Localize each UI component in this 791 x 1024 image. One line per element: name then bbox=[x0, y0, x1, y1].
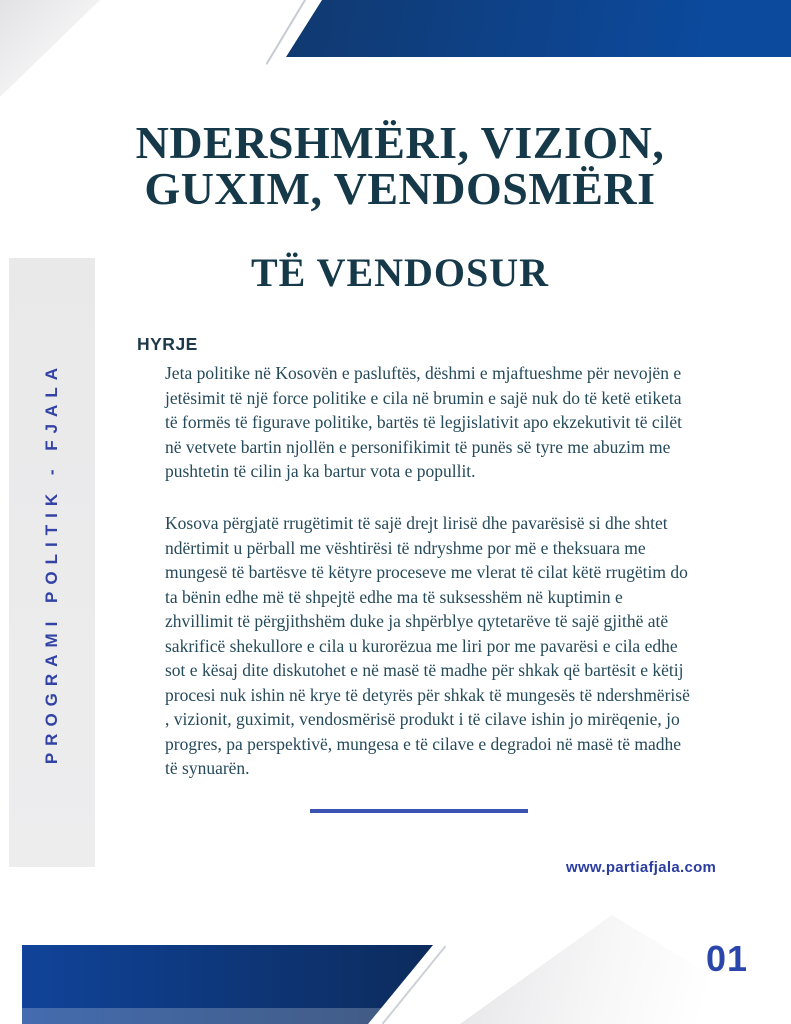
top-blue-band bbox=[0, 0, 791, 58]
bottom-left-blue-band bbox=[22, 945, 442, 1024]
intro-paragraph-2: Kosova përgjatë rrugëtimit të sajë drejt lirisë dhe pavarësisë si dhe shtet ndërtimit u përball me vështirësi të ndryshme por më e theksuara me mungesë të bartësve të këtyre proceseve me vlerat të cilat këtë rrugëtim do ta bënin edhe më të shpejtë edhe ma të suksesshëm në kuptimin e zhvillimit të përgjithshëm duke ja shpërblye qytetarëve të sajë gjithë atë sakrificë shekullore e cila u kurorëzua me liri por me pavarësi e cila edhe sot e kësaj dite diskutohet e në masë të madhe për shkak që bartësit e këtij procesi nuk ishin në krye të detyrës për shkak të mungesës të ndershmërisë , vizionit, guximit, vendosmërisë produkt i të cilave ishin jo mirëqenie, jo progres, pa perspektivë, mungesa e të cilave e degradoi në masë të madhe të synuarën. bbox=[165, 513, 690, 778]
page-title bbox=[40, 117, 760, 214]
title-block bbox=[40, 117, 760, 295]
top-left-gray-triangle bbox=[0, 0, 110, 108]
page-number: 01 bbox=[706, 938, 749, 979]
bottom-band-light-strip bbox=[22, 1008, 442, 1024]
section-heading-hyrje: HYRJE bbox=[137, 334, 198, 354]
page-title-line2: GUXIM, VENDOSMËRI bbox=[144, 163, 656, 214]
page-title-line1: NDERSHMËRI, VIZION, bbox=[135, 117, 665, 168]
intro-paragraph-1: Jeta politike në Kosovën e pasluftës, dëshmi e mjaftueshme për nevojën e jetësimit të një force politike e cila në brumin e sajë nuk do të ketë etiketa të formës të figurave politike, bartës të legjislativit apo ekzekutivit të cilët në vetvete bartin njollën e personifikimit të punës së tyre me abuzim me pushtetin të cilin ja ka bartur vota e popullit. bbox=[165, 363, 683, 481]
sidebar-strip bbox=[9, 258, 95, 867]
website-link[interactable]: www.partiafjala.com bbox=[566, 859, 717, 876]
sidebar-vertical-label: PROGRAMI POLITIK - FJALA bbox=[42, 360, 61, 765]
blue-divider-line bbox=[310, 809, 528, 813]
page-subtitle: TË VENDOSUR bbox=[250, 250, 550, 295]
